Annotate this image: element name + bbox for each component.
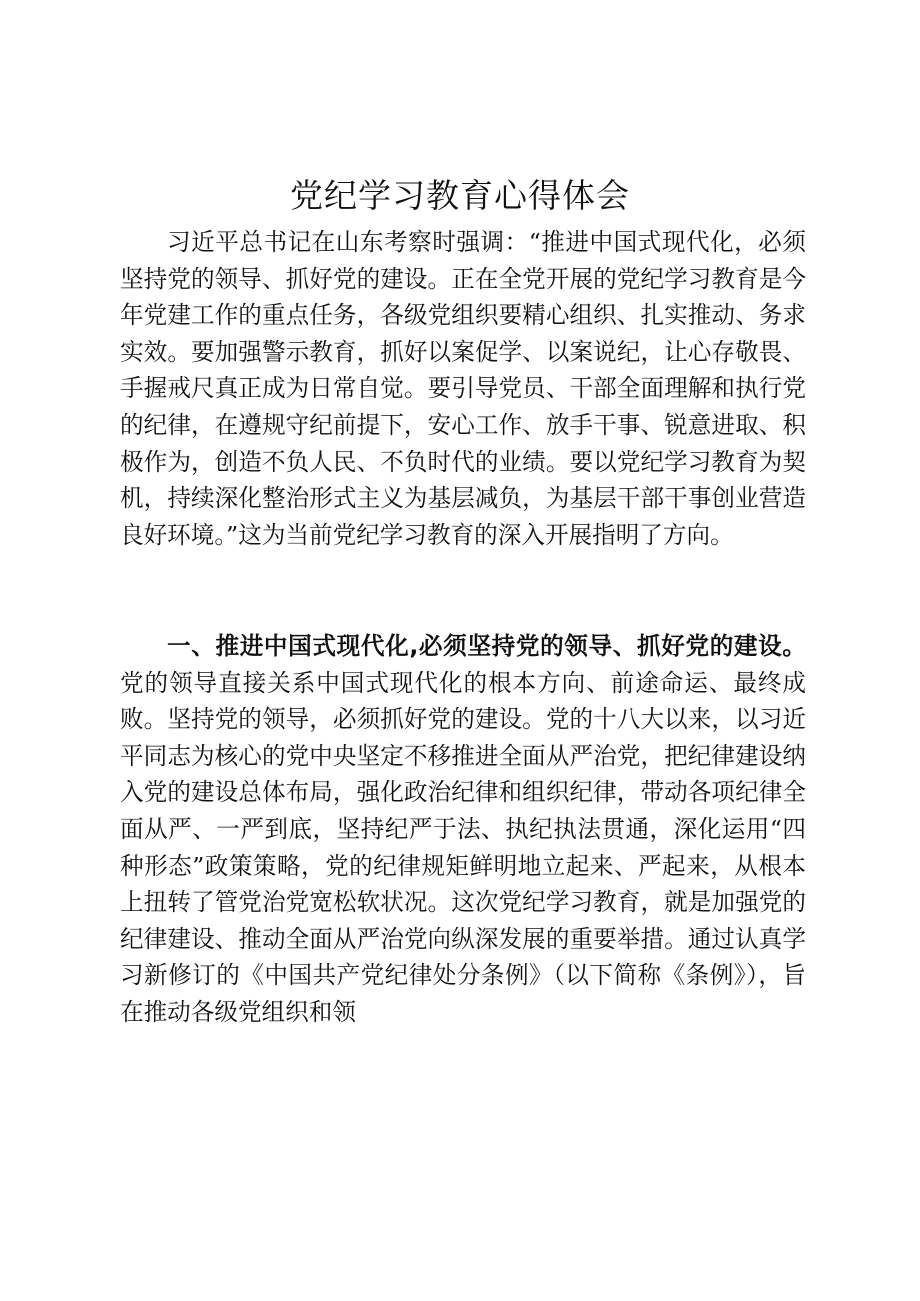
section-one-body: 党的领导直接关系中国式现代化的根本方向、前途命运、最终成败。坚持党的领导，必须抓好党的建设。党的十八大以来，以习近平同志为核心的党中央坚定不移推进全面从严治党，把纪律建设纳入党的建设总体布局，强化政治纪律和组织纪律，带动各项纪律全面从严、一严到底，坚持纪严于法、执纪执法贯通，深化运用“四种形态”政策策略，党的纪律规矩鲜明地立起来、严起来，从根本上扭转了管党治党宽松软状况。这次党纪学习教育，就是加强党的纪律建设、推动全面从严治党向纵深发展的重要举措。通过认真学习新修订的《中国共产党纪律处分条例》（以下简称《条例》），旨在推动各级党组织和领 xyxy=(120,668,806,1026)
document-title: 党纪学习教育心得体会 xyxy=(290,176,630,215)
section-one-heading: 一、推进中国式现代化,必须坚持党的领导、抓好党的建设。 xyxy=(167,632,806,660)
intro-paragraph: 习近平总书记在山东考察时强调：“推进中国式现代化，必须坚持党的领导、抓好党的建设。正在全党开展的党纪学习教育是今年党建工作的重点任务，各级党组织要精心组织、扎实推动、务求实效。要加强警示教育，抓好以案促学、以案说纪，让心存敬畏、手握戒尺真正成为日常自觉。要引导党员、干部全面理解和执行党的纪律，在遵规守纪前提下，安心工作、放手干事、锐意进取、积极作为，创造不负人民、不负时代的业绩。要以党纪学习教育为契机，持续深化整治形式主义为基层减负，为基层干部干事创业营造良好环境。”这为当前党纪学习教育的深入开展指明了方向。 xyxy=(120,228,806,549)
section-one-paragraph xyxy=(120,628,806,1031)
